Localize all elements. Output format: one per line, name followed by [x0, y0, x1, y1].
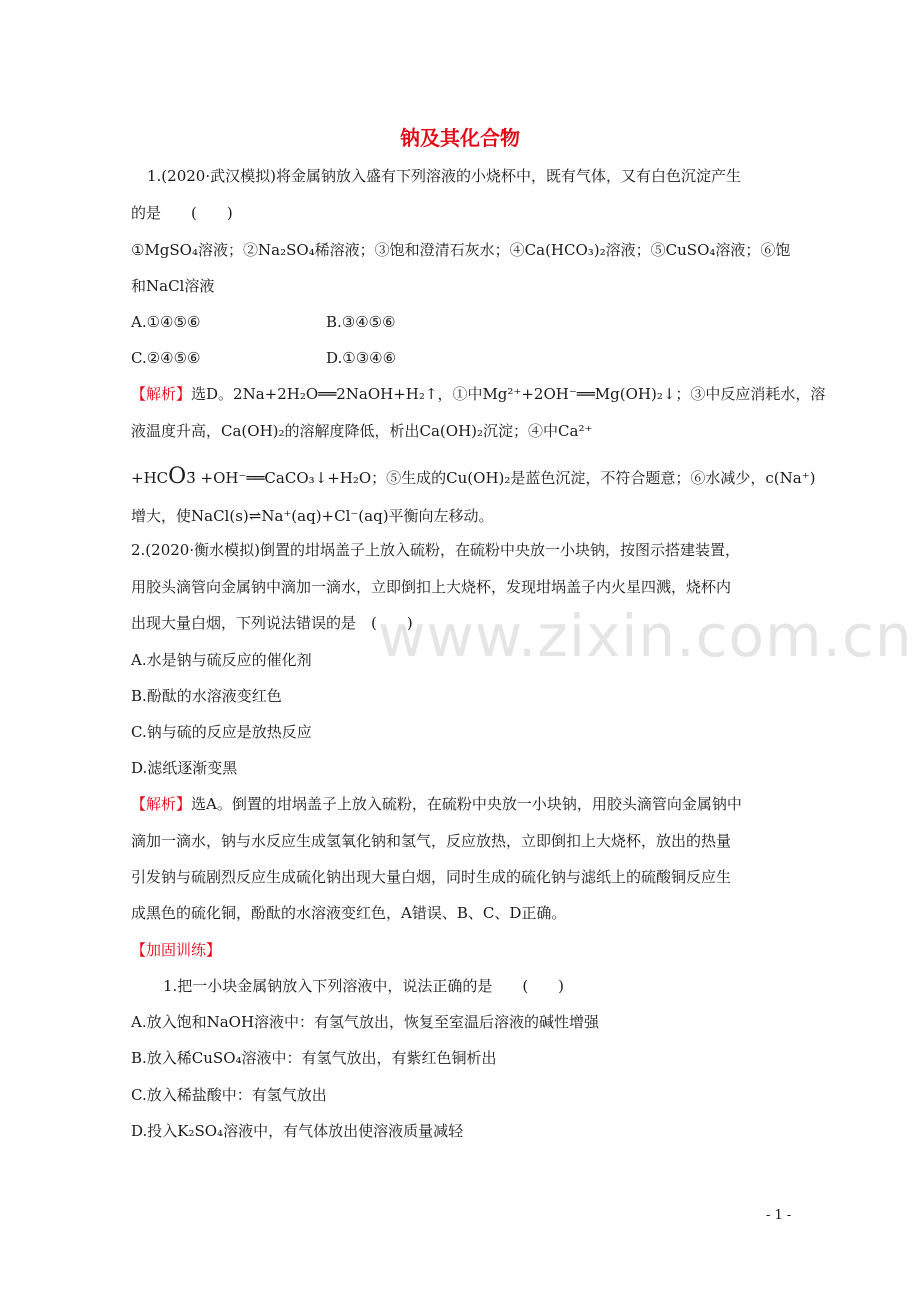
q2-option-c: C.钠与硫的反应是放热反应 — [131, 723, 312, 741]
page-number: - 1 - — [766, 1208, 792, 1223]
q3-option-c: C.放入稀盐酸中：有氢气放出 — [131, 1086, 327, 1104]
page-title: 钠及其化合物 — [400, 126, 520, 150]
q2-analysis-line2: 滴加一滴水，钠与水反应生成氢氧化钠和氢气，反应放热，立即倒扣上大烧杯，放出的热量 — [131, 832, 732, 850]
q3-option-b: B.放入稀CuSO₄溶液中：有氢气放出，有紫红色铜析出 — [131, 1049, 497, 1067]
q1-option-a: A.①④⑤⑥ — [131, 313, 201, 331]
q3-option-d: D.投入K₂SO₄溶液中，有气体放出使溶液质量减轻 — [131, 1122, 464, 1140]
q2-option-b: B.酚酞的水溶液变红色 — [131, 687, 282, 705]
q2-analysis-line3: 引发钠与硫剧烈反应生成硫化钠出现大量白烟，同时生成的硫化钠与滤纸上的硫酸铜反应生 — [131, 868, 732, 886]
q1-line3: ①MgSO₄溶液；②Na₂SO₄稀溶液；③饱和澄清石灰水；④Ca(HCO₃)₂溶液；⑤CuSO₄溶液；⑥饱 — [131, 241, 791, 259]
q1-analysis-line4: 增大，使NaCl(s)⇌Na⁺(aq)+Cl⁻(aq)平衡向左移动。 — [131, 507, 494, 525]
q2-line1: 2.(2020·衡水模拟)倒置的坩埚盖子上放入硫粉，在硫粉中央放一小块钠，按图示搭建装置， — [131, 541, 740, 559]
q1-analysis-line3 — [131, 464, 816, 489]
q1-option-d: D.①③④⑥ — [326, 349, 397, 367]
q1-analysis-line1 — [131, 384, 825, 404]
q1-option-c: C.②④⑤⑥ — [131, 349, 201, 367]
watermark: www.zixin.com.cn — [378, 602, 913, 670]
analysis-tag: 【解析】 — [131, 385, 192, 403]
q1-analysis-text3b: O — [168, 464, 187, 489]
q2-line2: 用胶头滴管向金属钠中滴加一滴水，立即倒扣上大烧杯，发现坩埚盖子内火星四溅，烧杯内 — [131, 578, 732, 596]
q3-line1: 1.把一小块金属钠放入下列溶液中，说法正确的是 ( ) — [163, 977, 565, 995]
section-heading: 【加固训练】 — [131, 941, 222, 959]
q2-option-a: A.水是钠与硫反应的催化剂 — [131, 651, 312, 669]
q2-analysis-line4: 成黑色的硫化铜，酚酞的水溶液变红色，A错误、B、C、D正确。 — [131, 904, 567, 922]
q1-analysis-text1: 选D。2Na+2H₂O══2NaOH+H₂↑，①中Mg²⁺+2OH⁻══Mg(OH)₂↓；③中反应消耗水，溶 — [191, 385, 826, 403]
q1-analysis-line2: 液温度升高，Ca(OH)₂的溶解度降低，析出Ca(OH)₂沉淀；④中Ca²⁺ — [131, 422, 593, 440]
q2-analysis-text1: 选A。倒置的坩埚盖子上放入硫粉，在硫粉中央放一小块钠，用胶头滴管向金属钠中 — [191, 795, 742, 813]
q2-option-d: D.滤纸逐渐变黑 — [131, 759, 238, 777]
q1-analysis-text3d: +OH⁻══CaCO₃↓+H₂O；⑤生成的Cu(OH)₂是蓝色沉淀，不符合题意；⑥水减少，c(Na⁺) — [195, 469, 816, 487]
q2-line3: 出现大量白烟，下列说法错误的是 ( ) — [131, 614, 413, 632]
q1-line4: 和NaCl溶液 — [131, 277, 215, 295]
q1-option-b: B.③④⑤⑥ — [326, 313, 396, 331]
q3-option-a: A.放入饱和NaOH溶液中：有氢气放出，恢复至室温后溶液的碱性增强 — [131, 1013, 600, 1031]
q1-line2: 的是 ( ) — [131, 204, 233, 222]
q1-analysis-text3c: 3̄ — [186, 469, 196, 487]
q2-analysis-line1 — [131, 794, 742, 814]
q1-analysis-text3a: +HC — [131, 469, 169, 487]
q1-line1: 1.(2020·武汉模拟)将金属钠放入盛有下列溶液的小烧杯中，既有气体，又有白色沉淀产生 — [147, 167, 741, 185]
analysis-tag: 【解析】 — [131, 795, 192, 813]
